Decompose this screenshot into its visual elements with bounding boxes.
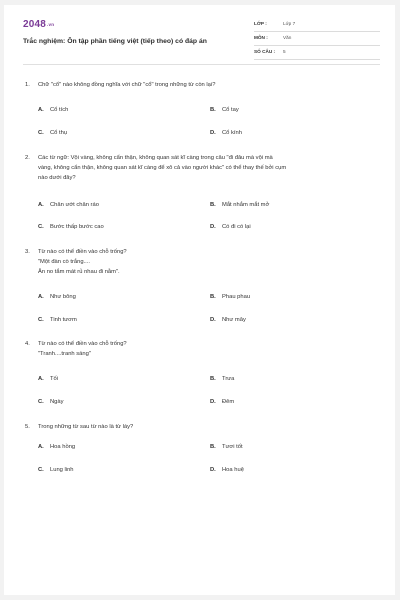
option-b[interactable]: [210, 201, 269, 209]
option-letter: C.: [38, 467, 44, 473]
header-divider: [23, 64, 380, 65]
meta-row-class: [254, 18, 380, 32]
question-line: nào dưới đây?: [38, 175, 76, 181]
option-b[interactable]: [210, 293, 250, 301]
option-c[interactable]: [38, 398, 64, 406]
option-text: Trưa: [222, 376, 235, 382]
logo-tld: .vn: [47, 22, 55, 27]
option-c[interactable]: [38, 466, 74, 474]
logo-text: 2048: [23, 19, 47, 30]
option-text: Phau phau: [222, 294, 251, 300]
option-letter: A.: [38, 294, 44, 300]
option-text: Mắt nhắm mắt mở: [222, 202, 270, 208]
question-line: "Tranh....tranh sáng": [38, 351, 91, 357]
question-line: "Một đàn cò trắng....: [38, 259, 91, 265]
option-d[interactable]: [210, 129, 242, 137]
question-number: 5.: [25, 424, 30, 430]
option-d[interactable]: [210, 398, 234, 406]
option-letter: A.: [38, 444, 44, 450]
question-text: [38, 422, 374, 432]
option-text: Hoa hồng: [50, 444, 76, 450]
option-b[interactable]: [210, 106, 239, 114]
option-letter: C.: [38, 399, 44, 405]
option-text: Cổ tích: [50, 107, 69, 113]
option-text: Cổ kính: [222, 130, 242, 136]
option-text: Có đi có lại: [222, 224, 251, 230]
option-letter: D.: [210, 130, 216, 136]
meta-label: SỐ CÂU :: [254, 49, 276, 54]
question-text: [38, 247, 374, 277]
option-text: Chân ướt chân ráo: [50, 202, 99, 208]
meta-row-count: [254, 46, 380, 60]
option-a[interactable]: [38, 443, 75, 451]
question-number: 4.: [25, 341, 30, 347]
option-a[interactable]: [38, 201, 99, 209]
option-letter: B.: [210, 202, 216, 208]
option-letter: A.: [38, 376, 44, 382]
question-line: Từ nào có thể điền vào chỗ trống?: [38, 341, 127, 347]
meta-label: LỚP :: [254, 21, 267, 26]
question-line: vàng, không cẩn thận, không quan sát kĩ càng để xô cả vào người khác" có thể thay thế bởi cụm: [38, 165, 287, 171]
option-d[interactable]: [210, 223, 251, 231]
option-letter: B.: [210, 107, 216, 113]
option-letter: A.: [38, 107, 44, 113]
option-text: Tối: [50, 376, 59, 382]
option-letter: B.: [210, 294, 216, 300]
option-letter: D.: [210, 317, 216, 323]
option-letter: B.: [210, 444, 216, 450]
question-text: [38, 80, 374, 90]
question-text: [38, 339, 374, 359]
option-c[interactable]: [38, 129, 67, 137]
option-letter: C.: [38, 317, 44, 323]
question-number: 2.: [25, 155, 30, 161]
option-text: Cổ tay: [222, 107, 239, 113]
option-text: Như bông: [50, 294, 76, 300]
question-line: Ăn no tắm mát rủ nhau đi nằm".: [38, 269, 120, 275]
meta-value: 5: [283, 49, 286, 54]
option-b[interactable]: [210, 375, 234, 383]
meta-row-subject: [254, 32, 380, 46]
option-letter: B.: [210, 376, 216, 382]
worksheet-meta: [254, 18, 380, 60]
meta-value: Lớp 7: [283, 21, 296, 26]
question-line: Các từ ngữ: Vội vàng, không cẩn thận, không quan sát kĩ càng trong câu "đi đâu mà vội mà: [38, 155, 273, 161]
worksheet-page: [4, 5, 395, 595]
option-text: Hoa huệ: [222, 467, 244, 473]
question-text: [38, 153, 374, 183]
option-letter: A.: [38, 202, 44, 208]
option-a[interactable]: [38, 293, 76, 301]
option-text: Tươi tốt: [222, 444, 243, 450]
question-number: 1.: [25, 82, 30, 88]
site-logo[interactable]: [23, 19, 54, 30]
option-d[interactable]: [210, 466, 244, 474]
option-letter: D.: [210, 224, 216, 230]
option-letter: D.: [210, 467, 216, 473]
meta-label: MÔN :: [254, 35, 268, 40]
option-d[interactable]: [210, 316, 246, 324]
question-number: 3.: [25, 249, 30, 255]
option-letter: C.: [38, 224, 44, 230]
option-text: Lung linh: [50, 467, 74, 473]
meta-value: Văn: [283, 35, 292, 40]
worksheet-title: Trắc nghiệm: Ôn tập phần tiếng việt (tiếp theo) có đáp án: [23, 38, 207, 45]
option-text: Đêm: [222, 399, 235, 405]
option-c[interactable]: [38, 316, 77, 324]
option-c[interactable]: [38, 223, 104, 231]
option-text: Tinh tươm: [50, 317, 77, 323]
option-text: Ngày: [50, 399, 64, 405]
option-letter: C.: [38, 130, 44, 136]
option-b[interactable]: [210, 443, 243, 451]
question-line: Từ nào có thể điền vào chỗ trống?: [38, 249, 127, 255]
option-text: Cổ thụ: [50, 130, 68, 136]
question-line: Chữ "cổ" nào không đồng nghĩa với chữ "cổ" trong những từ còn lại?: [38, 82, 216, 88]
option-a[interactable]: [38, 106, 68, 114]
option-text: Bước thấp bước cao: [50, 224, 104, 230]
question-line: Trong những từ sau từ nào là từ láy?: [38, 424, 134, 430]
option-a[interactable]: [38, 375, 58, 383]
option-letter: D.: [210, 399, 216, 405]
option-text: Như mây: [222, 317, 246, 323]
